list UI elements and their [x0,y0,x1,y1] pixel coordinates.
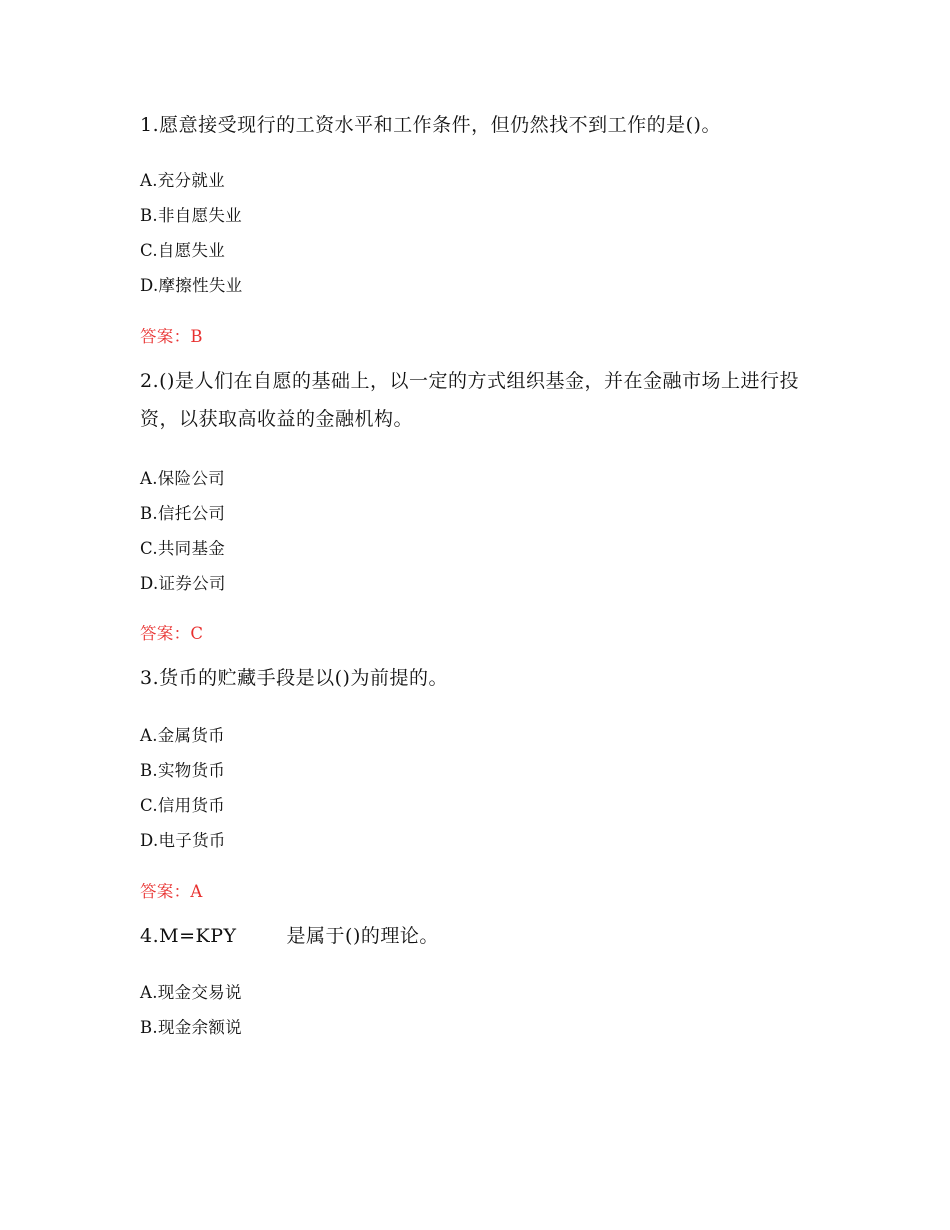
question-3-answer: 答案：A [140,882,203,901]
question-4-formula: 4.M=KPY [140,925,237,947]
question-4-option-a: A.现金交易说 [140,983,242,1002]
question-4-option-b: B.现金余额说 [140,1018,242,1037]
question-3-option-b: B.实物货币 [140,761,226,780]
question-3-option-a: A.金属货币 [140,726,225,745]
question-2-stem: 2.()是人们在自愿的基础上，以一定的方式组织基金，并在金融市场上进行投资，以获取高收益的金融机构。 [140,370,799,430]
question-1-option-a: A.充分就业 [140,171,225,190]
question-2-option-b: B.信托公司 [140,504,226,523]
question-1-option-d: D.摩擦性失业 [140,276,243,295]
question-1-answer: 答案：B [140,327,203,346]
question-2-option-d: D.证券公司 [140,574,226,593]
question-4-stem-text: 是属于()的理论。 [286,925,439,947]
question-1-stem: 1.愿意接受现行的工资水平和工作条件，但仍然找不到工作的是()。 [140,114,721,136]
question-2-option-a: A.保险公司 [140,469,225,488]
question-4-stem [140,917,820,955]
question-1-option-c: C.自愿失业 [140,241,226,260]
question-3-option-d: D.电子货币 [140,831,226,850]
question-1-option-b: B.非自愿失业 [140,206,242,225]
question-2-answer: 答案：C [140,624,204,643]
question-3-option-c: C.信用货币 [140,796,226,815]
question-2-option-c: C.共同基金 [140,539,226,558]
question-3-stem: 3.货币的贮藏手段是以()为前提的。 [140,667,448,689]
